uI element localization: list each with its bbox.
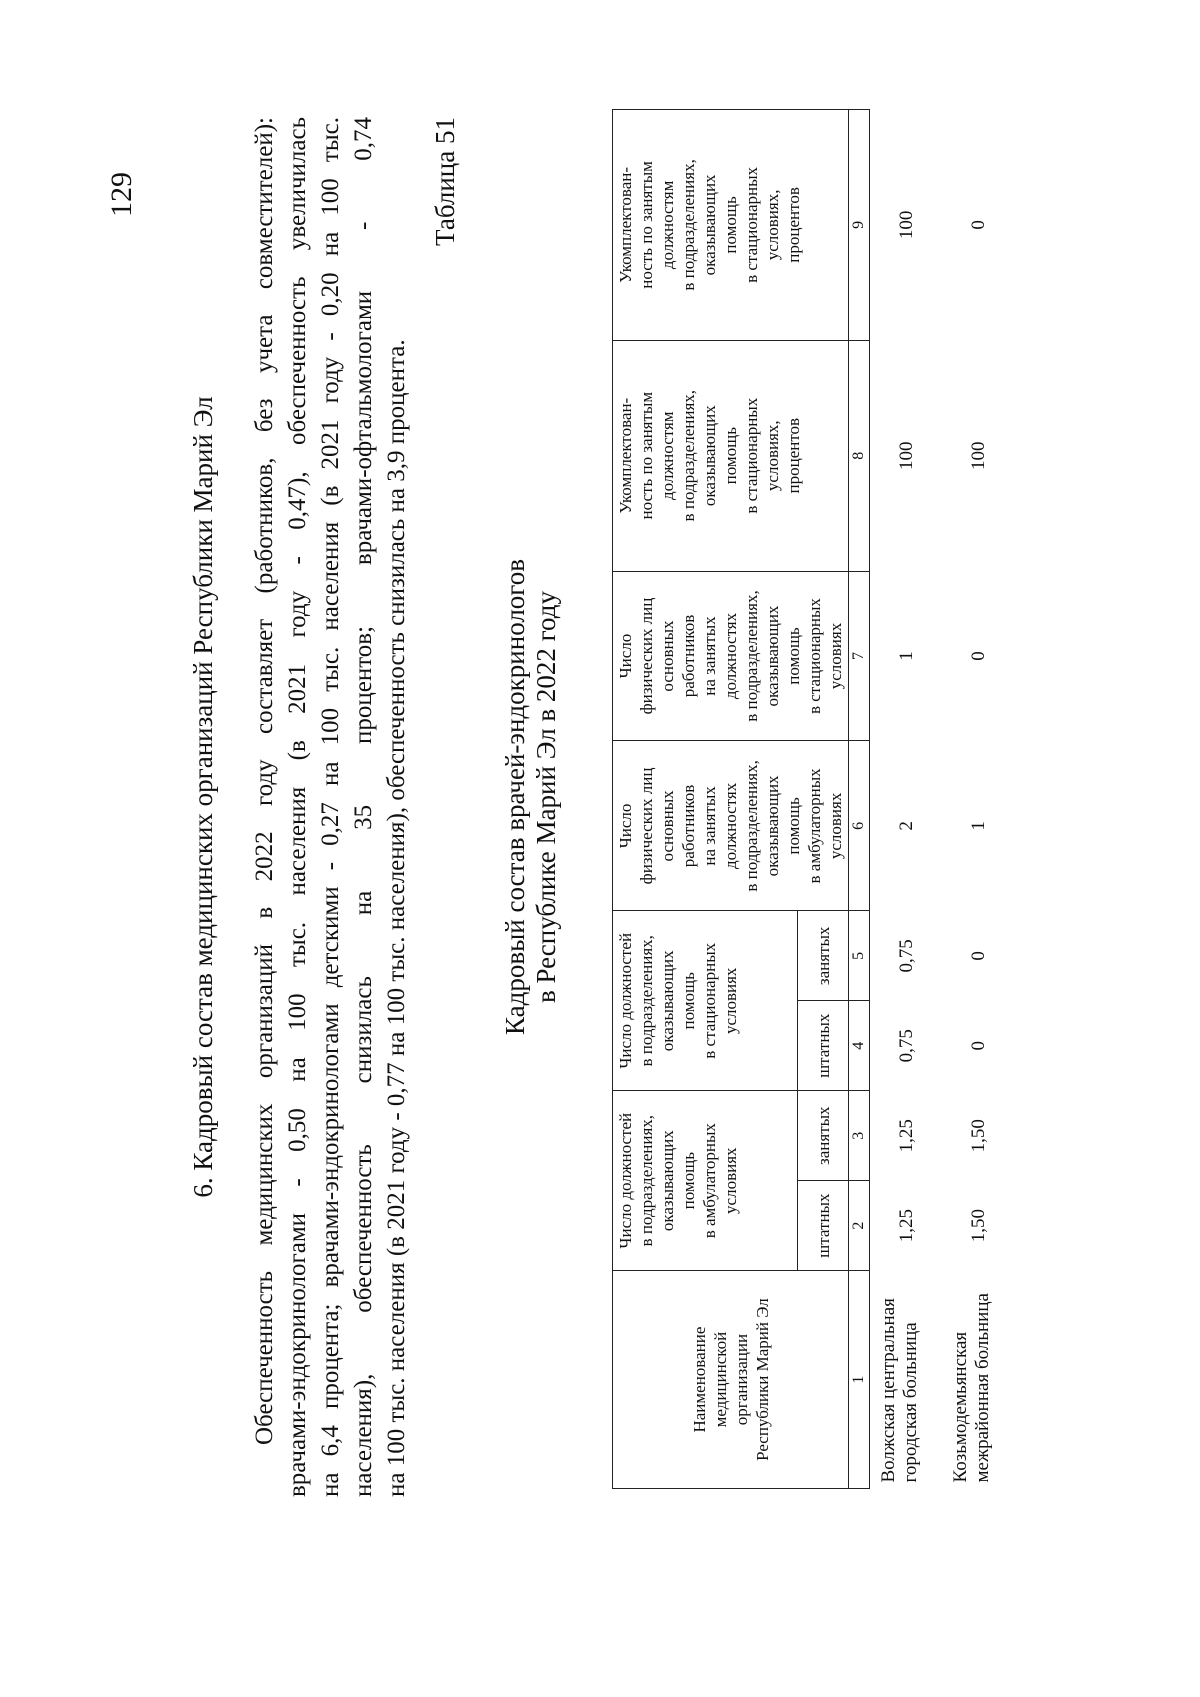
cell-value: 100 bbox=[895, 441, 917, 470]
page-number: 129 bbox=[105, 172, 138, 217]
column-number: 7 bbox=[849, 571, 870, 741]
org-name: Волжская центральная городская больница bbox=[878, 1298, 921, 1483]
header-org-name: Наименование медицинской организации Республики Марий Эл bbox=[613, 1271, 849, 1489]
column-number: 6 bbox=[849, 741, 870, 911]
paragraph-line: Обеспеченность медицинских организаций в 2022 году составляет (работников, без учета совместителей): bbox=[251, 117, 278, 1445]
section-title: 6. Кадровый состав медицинских организаций Республики Марий Эл bbox=[188, 396, 218, 1198]
cell-value: 0 bbox=[967, 1041, 989, 1051]
subheader-occupied: занятых bbox=[798, 1091, 849, 1181]
cell-value: 1 bbox=[895, 651, 917, 661]
table-title-line: Кадровый состав врачей-эндокринологов bbox=[500, 559, 530, 1035]
paragraph-line: врачами-эндокринологами - 0,50 на 100 тыс. населения (в 2021 году - 0,47), обеспеченность увеличилась bbox=[284, 117, 311, 1497]
cell-value: 2 bbox=[895, 821, 917, 831]
table-title-line: в Республике Марий Эл в 2022 году bbox=[531, 591, 561, 1004]
subheader-staff: штатных bbox=[798, 1001, 849, 1091]
header-staffing-rate-b: Укомплектован- ность по занятым должностям в подразделениях, оказывающих помощь в стационарных условиях, процентов bbox=[613, 110, 849, 341]
paragraph-line: населения), обеспеченность снизилась на 35 процентов; врачами-офтальмологами - 0,74 bbox=[350, 117, 377, 1497]
column-number: 4 bbox=[849, 1001, 870, 1091]
column-number: 1 bbox=[849, 1271, 870, 1489]
header-outpatient-persons: Число физических лиц основных работников на занятых должностях в подразделениях, оказывающих помощь в амбулаторных условиях bbox=[613, 741, 849, 911]
org-name: Козьмодемьянская межрайонная больница bbox=[950, 1293, 993, 1483]
cell-value: 1,25 bbox=[895, 1209, 917, 1243]
table-title bbox=[500, 227, 562, 1367]
header-inpatient-positions: Число должностей в подразделениях, оказывающих помощь в стационарных условиях bbox=[613, 911, 798, 1091]
header-staffing-rate-a: Укомплектован- ность по занятым должностям в подразделениях, оказывающих помощь в стационарных условиях, процентов bbox=[613, 340, 849, 571]
cell-value: 0 bbox=[967, 651, 989, 661]
column-number: 8 bbox=[849, 340, 870, 571]
cell-value: 1 bbox=[967, 821, 989, 831]
column-number: 2 bbox=[849, 1181, 870, 1271]
cell-value: 0 bbox=[967, 951, 989, 961]
cell-value: 100 bbox=[967, 441, 989, 470]
cell-value: 0 bbox=[967, 220, 989, 230]
cell-value: 1,25 bbox=[895, 1119, 917, 1153]
staff-table bbox=[612, 109, 1014, 1489]
cell-value: 1,50 bbox=[967, 1209, 989, 1243]
header-outpatient-positions: Число должностей в подразделениях, оказывающих помощь в амбулаторных условиях bbox=[613, 1091, 798, 1271]
cell-value: 100 bbox=[895, 210, 917, 240]
column-number: 3 bbox=[849, 1091, 870, 1181]
paragraph-line: на 100 тыс. населения (в 2021 году - 0,77 на 100 тыс. населения), обеспеченность снизилась на 3,9 процента. bbox=[383, 339, 410, 1497]
body-paragraph bbox=[248, 117, 413, 1497]
table-label: Таблица 51 bbox=[430, 117, 460, 246]
column-number: 9 bbox=[849, 110, 870, 341]
cell-value: 0,75 bbox=[895, 939, 917, 973]
table-row bbox=[942, 110, 1014, 1489]
subheader-occupied: занятых bbox=[798, 911, 849, 1001]
paragraph-line: на 6,4 процента; врачами-эндокринологами детскими - 0,27 на 100 тыс. населения (в 2021 году - 0,20 на 100 тыс. bbox=[317, 117, 344, 1497]
header-inpatient-persons: Число физических лиц основных работников на занятых должностях в подразделениях, оказывающих помощь в стационарных условиях bbox=[613, 571, 849, 741]
column-number: 5 bbox=[849, 911, 870, 1001]
subheader-staff: штатных bbox=[798, 1181, 849, 1271]
cell-value: 0,75 bbox=[895, 1029, 917, 1063]
cell-value: 1,50 bbox=[967, 1119, 989, 1153]
table-row bbox=[870, 110, 943, 1489]
